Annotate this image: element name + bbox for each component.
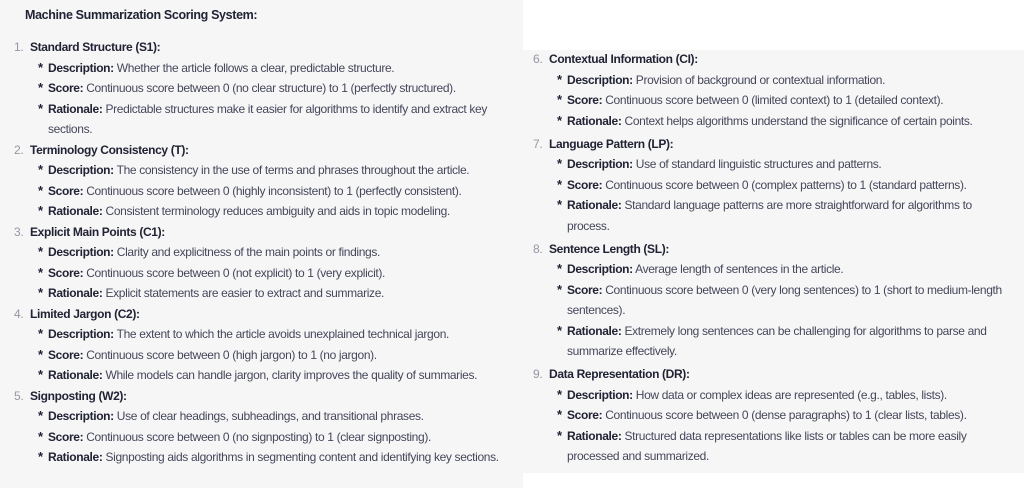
bullet-row xyxy=(549,154,1017,175)
bullet-label: Rationale: xyxy=(567,428,622,443)
bullet-text: Use of clear headings, subheadings, and transitional phrases. xyxy=(116,409,424,423)
bullet-label: Rationale: xyxy=(48,450,103,464)
bullet-asterisk-icon: * xyxy=(557,261,562,276)
bullet-label: Rationale: xyxy=(48,101,103,116)
document-title: Machine Summarization Scoring System: xyxy=(25,8,258,22)
bullet-asterisk-icon: * xyxy=(38,326,43,341)
bullet-row xyxy=(549,175,1017,196)
bullet-row xyxy=(549,426,1017,467)
bullet-asterisk-icon: * xyxy=(38,367,43,382)
bullet-row xyxy=(30,345,520,366)
bullet-asterisk-icon: * xyxy=(38,428,43,444)
bullet-text: Continuous score between 0 (highly inconsistent) to 1 (perfectly consistent). xyxy=(86,183,462,198)
bullet-asterisk-icon: * xyxy=(38,182,43,198)
criterion-title: Terminology Consistency (T): xyxy=(30,142,189,157)
bullet-label: Rationale: xyxy=(567,198,622,212)
top-right-white-margin xyxy=(523,0,1024,50)
bullet-text: Clarity and explicitness of the main points or findings. xyxy=(116,245,381,259)
bullet-row xyxy=(30,201,520,222)
bullet-row xyxy=(30,283,520,304)
bullet-row xyxy=(549,280,1017,321)
bullet-text: Explicit statements are easier to extract and summarize. xyxy=(105,286,385,300)
bullet-text: Continuous score between 0 (no clear structure) to 1 (perfectly structured). xyxy=(86,81,456,95)
criterion-item-9 xyxy=(533,364,1017,467)
bullet-asterisk-icon: * xyxy=(557,71,562,87)
bullet-text: How data or complex ideas are represented (e.g., tables, lists). xyxy=(635,387,947,402)
criterion-title: Limited Jargon (C2): xyxy=(30,306,140,321)
bullet-label: Score: xyxy=(48,429,84,444)
criterion-item-2 xyxy=(14,140,520,222)
bullet-asterisk-icon: * xyxy=(38,264,43,280)
bullet-text: Continuous score between 0 (very long sentences) to 1 (short to medium-length sentences). xyxy=(567,282,1002,317)
criterion-item-8 xyxy=(533,239,1017,362)
bullet-asterisk-icon: * xyxy=(557,92,562,107)
bullet-text: Provision of background or contextual information. xyxy=(635,72,886,87)
bullet-label: Description: xyxy=(567,157,633,171)
bullet-text: Standard language patterns are more straightforward for algorithms to process. xyxy=(567,198,972,233)
bullet-label: Score: xyxy=(567,408,603,422)
bullet-text: Predictable structures make it easier for algorithms to identify and extract key sections. xyxy=(48,101,488,136)
item-number: 4. xyxy=(14,306,24,321)
item-number: 5. xyxy=(14,388,24,403)
bullet-label: Description: xyxy=(48,245,114,259)
bullet-row xyxy=(30,58,520,79)
criterion-item-5 xyxy=(14,386,520,468)
bullet-row xyxy=(30,406,520,427)
bullet-label: Description: xyxy=(567,72,633,87)
bullet-row xyxy=(30,242,520,263)
bullet-label: Description: xyxy=(48,163,114,177)
bullet-asterisk-icon: * xyxy=(557,322,562,338)
bullet-label: Description: xyxy=(48,60,114,75)
bullet-text: The extent to which the article avoids unexplained technical jargon. xyxy=(116,327,450,341)
bullet-row xyxy=(30,447,520,468)
bullet-label: Rationale: xyxy=(567,323,622,338)
bottom-right-white-margin xyxy=(523,473,1024,488)
bullet-text: Continuous score between 0 (complex patterns) to 1 (standard patterns). xyxy=(605,177,967,192)
criterion-title: Sentence Length (SL): xyxy=(549,241,669,256)
bullet-row xyxy=(549,90,1017,111)
bullet-label: Score: xyxy=(48,347,84,362)
bullet-asterisk-icon: * xyxy=(38,162,43,177)
criterion-title: Contextual Information (CI): xyxy=(549,52,698,66)
bullet-text: Average length of sentences in the article. xyxy=(635,262,844,276)
bullet-text: Use of standard linguistic structures and patterns. xyxy=(635,157,882,171)
bullet-asterisk-icon: * xyxy=(38,244,43,259)
bullet-row xyxy=(30,427,520,448)
bullet-asterisk-icon: * xyxy=(557,156,562,171)
bullet-asterisk-icon: * xyxy=(38,449,43,464)
bullet-row xyxy=(549,195,1017,236)
bullet-label: Description: xyxy=(48,409,114,423)
bullet-text: Consistent terminology reduces ambiguity and aids in topic modeling. xyxy=(105,204,450,218)
bullet-row xyxy=(549,321,1017,362)
left-column xyxy=(14,37,520,468)
criterion-title: Signposting (W2): xyxy=(30,388,127,403)
bullet-asterisk-icon: * xyxy=(38,408,43,423)
bullet-text: Continuous score between 0 (not explicit) to 1 (very explicit). xyxy=(86,265,385,280)
bullet-asterisk-icon: * xyxy=(38,203,43,218)
bullet-row xyxy=(30,78,520,99)
criterion-item-4 xyxy=(14,304,520,386)
bullet-row xyxy=(30,365,520,386)
bullet-asterisk-icon: * xyxy=(38,285,43,300)
bullet-label: Score: xyxy=(567,93,603,107)
criterion-title: Data Representation (DR): xyxy=(549,367,690,381)
item-number: 7. xyxy=(533,136,543,151)
bullet-asterisk-icon: * xyxy=(557,112,562,128)
bullet-text: Continuous score between 0 (dense paragraphs) to 1 (clear lists, tables). xyxy=(605,408,967,422)
bullet-text: Extremely long sentences can be challenging for algorithms to parse and summarize effectively. xyxy=(567,323,987,358)
bullet-label: Score: xyxy=(48,81,84,95)
bullet-asterisk-icon: * xyxy=(38,346,43,362)
bullet-asterisk-icon: * xyxy=(557,197,562,212)
bullet-text: Continuous score between 0 (high jargon) to 1 (no jargon). xyxy=(86,347,377,362)
criterion-item-1 xyxy=(14,37,520,140)
bullet-row xyxy=(549,111,1017,132)
bullet-label: Rationale: xyxy=(48,368,103,382)
bullet-row xyxy=(549,405,1017,426)
bullet-asterisk-icon: * xyxy=(557,281,562,297)
item-number: 8. xyxy=(533,241,543,256)
bullet-asterisk-icon: * xyxy=(557,407,562,422)
bullet-row xyxy=(30,99,520,140)
bullet-row xyxy=(30,263,520,284)
bullet-row xyxy=(30,324,520,345)
criterion-title: Language Pattern (LP): xyxy=(549,136,674,151)
bullet-asterisk-icon: * xyxy=(557,176,562,192)
bullet-label: Score: xyxy=(48,183,84,198)
bullet-row xyxy=(30,181,520,202)
bullet-text: Continuous score between 0 (limited context) to 1 (detailed context). xyxy=(605,93,944,107)
bullet-text: Signposting aids algorithms in segmenting content and identifying key sections. xyxy=(105,450,499,464)
item-number: 3. xyxy=(14,224,24,239)
bullet-label: Rationale: xyxy=(48,286,103,300)
bullet-asterisk-icon: * xyxy=(38,100,43,116)
criterion-item-6 xyxy=(533,49,1017,131)
bullet-asterisk-icon: * xyxy=(557,386,562,402)
bullet-label: Rationale: xyxy=(567,113,622,128)
item-number: 6. xyxy=(533,52,543,66)
bullet-asterisk-icon: * xyxy=(38,80,43,95)
bullet-label: Score: xyxy=(48,265,84,280)
criterion-item-3 xyxy=(14,222,520,304)
bullet-row xyxy=(549,259,1017,280)
bullet-label: Score: xyxy=(567,282,603,297)
right-column xyxy=(533,49,1017,469)
bullet-text: Whether the article follows a clear, predictable structure. xyxy=(116,60,395,75)
bullet-label: Description: xyxy=(567,387,633,402)
criterion-item-7 xyxy=(533,134,1017,237)
bullet-text: Structured data representations like lists or tables can be more easily processed and summarized. xyxy=(567,428,967,463)
criterion-title: Explicit Main Points (C1): xyxy=(30,224,165,239)
bullet-label: Rationale: xyxy=(48,204,103,218)
bullet-label: Score: xyxy=(567,177,603,192)
item-number: 9. xyxy=(533,367,543,381)
bullet-text: While models can handle jargon, clarity improves the quality of summaries. xyxy=(105,368,478,382)
criterion-title: Standard Structure (S1): xyxy=(30,40,161,54)
bullet-label: Description: xyxy=(567,262,633,276)
bullet-asterisk-icon: * xyxy=(38,59,43,75)
bullet-row xyxy=(30,160,520,181)
item-number: 2. xyxy=(14,142,24,157)
bullet-text: Continuous score between 0 (no signposting) to 1 (clear signposting). xyxy=(86,429,431,444)
bullet-text: Context helps algorithms understand the significance of certain points. xyxy=(624,113,973,128)
bullet-label: Description: xyxy=(48,327,114,341)
bullet-asterisk-icon: * xyxy=(557,427,562,443)
bullet-row xyxy=(549,385,1017,406)
item-number: 1. xyxy=(14,40,24,54)
bullet-row xyxy=(549,70,1017,91)
bullet-text: The consistency in the use of terms and phrases throughout the article. xyxy=(116,163,470,177)
